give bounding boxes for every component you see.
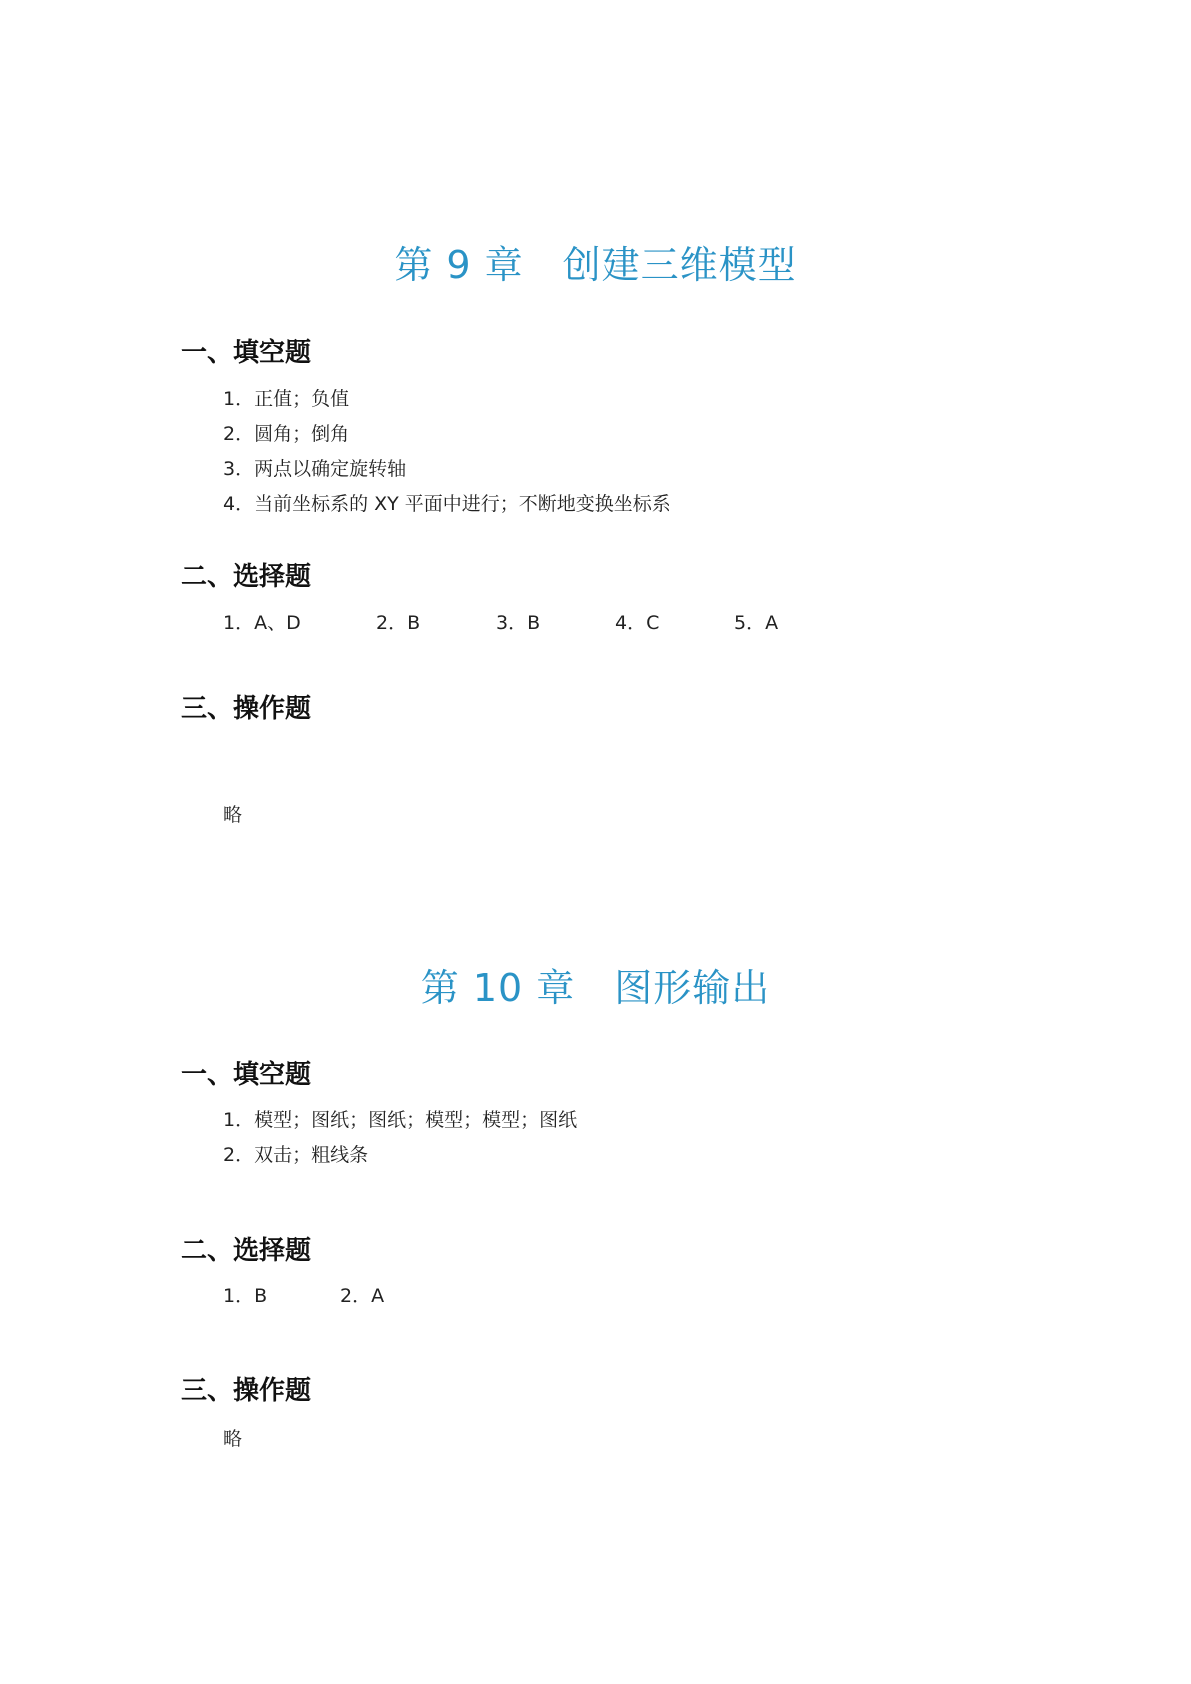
list-item: 1．模型；图纸；图纸；模型；模型；图纸 [223, 1109, 578, 1131]
ch9-operation-answer: 略 [223, 804, 243, 826]
ch10-fill-heading: 一、填空题 [181, 1060, 312, 1090]
chapter-10-title: 第 10 章 图形输出 [420, 966, 771, 1010]
choice-answer: 3．B [496, 612, 541, 634]
choice-answer: 4．C [615, 612, 660, 634]
choice-answer: 1．B [223, 1285, 268, 1307]
ch10-fill-list [223, 1103, 577, 1173]
ch9-fill-heading: 一、填空题 [181, 338, 312, 368]
chapter-9-title: 第 9 章 创建三维模型 [394, 243, 797, 287]
choice-answer: 1．A、D [223, 612, 301, 634]
ch9-choice-row [223, 608, 923, 638]
choice-answer: 2．A [340, 1285, 385, 1307]
list-item: 2．圆角；倒角 [223, 423, 350, 445]
ch10-operation-heading: 三、操作题 [181, 1376, 312, 1406]
list-item: 4．当前坐标系的 XY 平面中进行；不断地变换坐标系 [223, 493, 671, 515]
ch9-fill-list [223, 382, 671, 522]
list-item: 2．双击；粗线条 [223, 1144, 369, 1166]
choice-answer: 2．B [376, 612, 421, 634]
list-item: 1．正值；负值 [223, 388, 350, 410]
ch10-choice-row [223, 1281, 923, 1311]
choice-answer: 5．A [734, 612, 779, 634]
list-item: 3．两点以确定旋转轴 [223, 458, 407, 480]
ch9-choice-heading: 二、选择题 [181, 562, 312, 592]
ch9-operation-heading: 三、操作题 [181, 694, 312, 724]
ch10-choice-heading: 二、选择题 [181, 1236, 312, 1266]
ch10-operation-answer: 略 [223, 1428, 243, 1450]
